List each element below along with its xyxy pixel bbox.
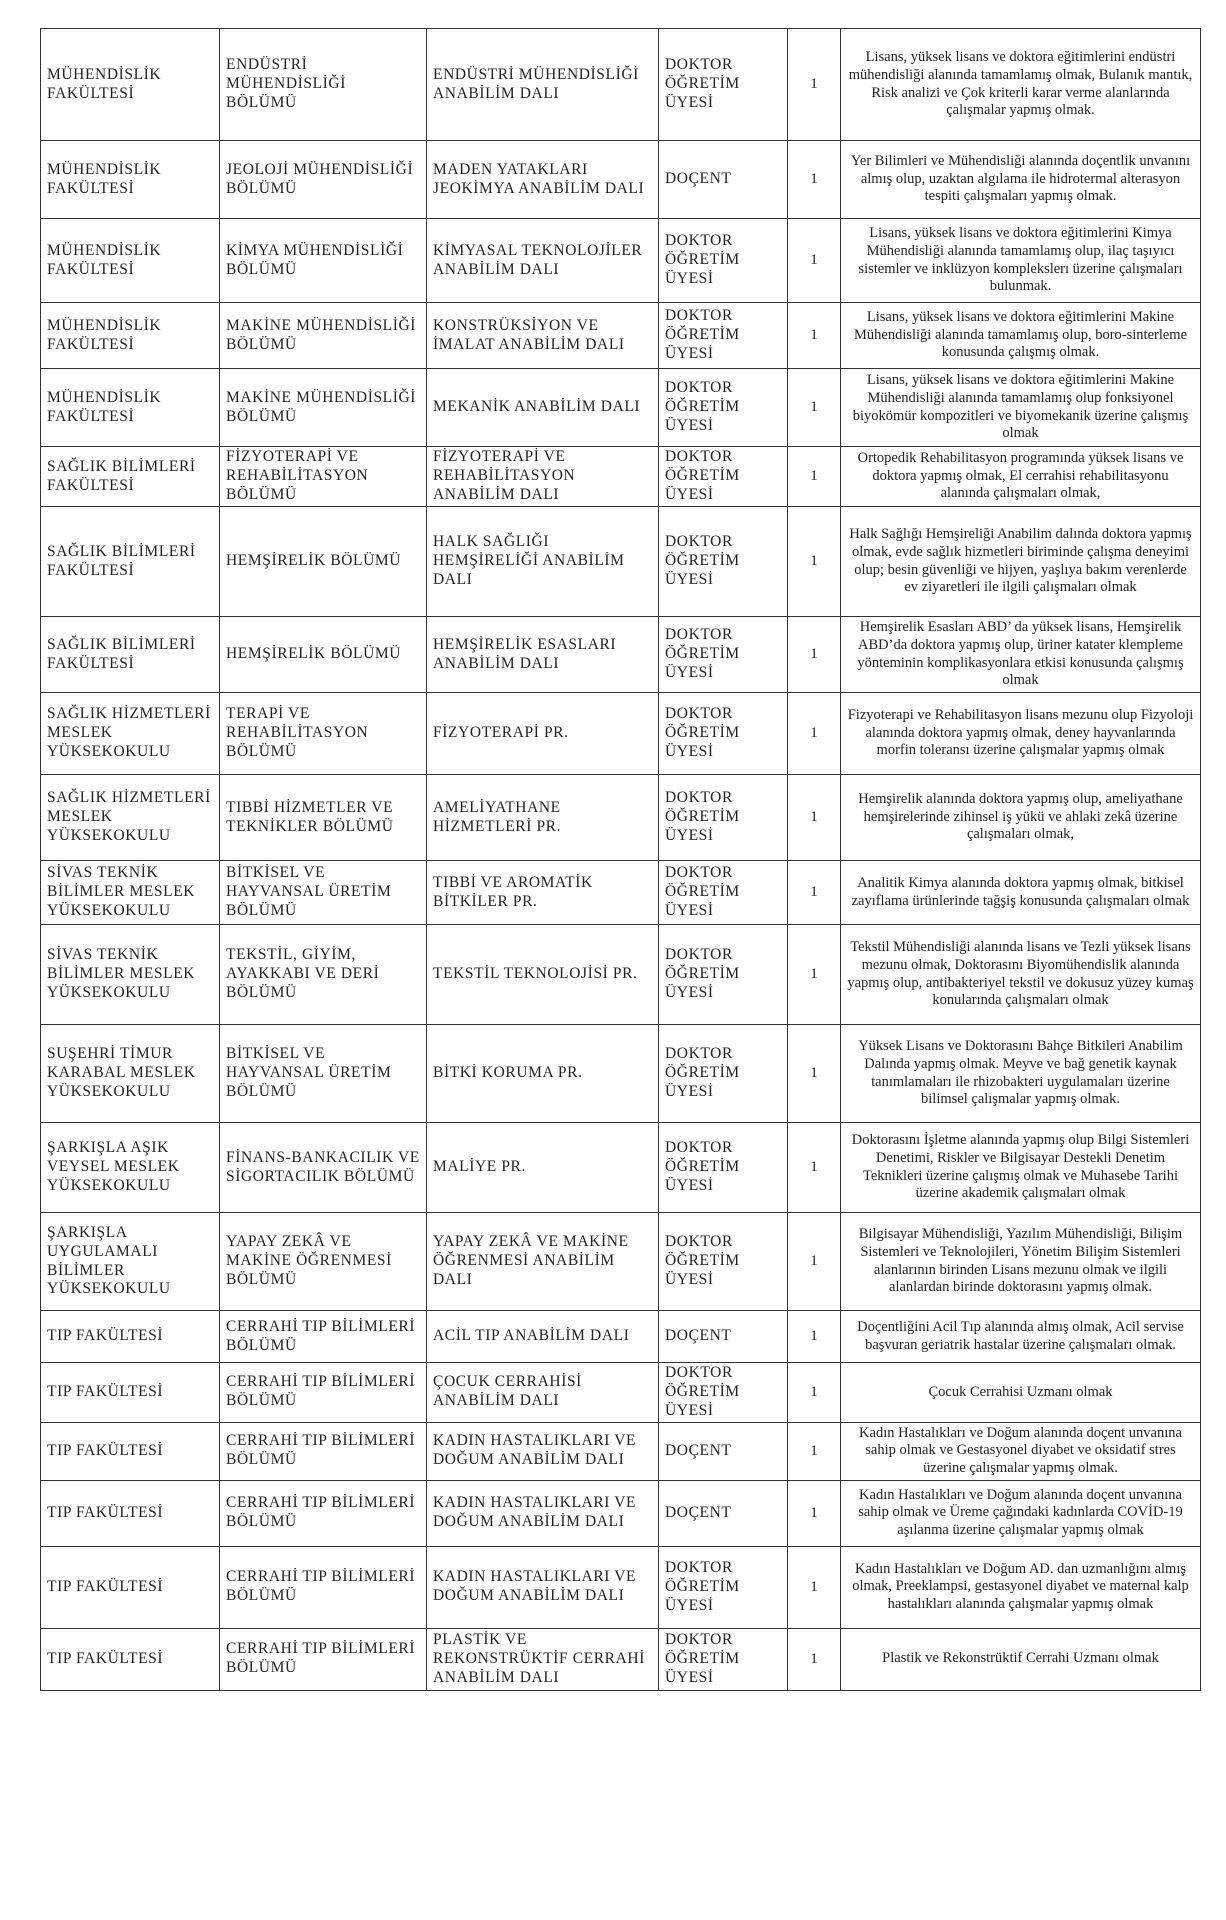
division-cell: KİMYASAL TEKNOLOJİLER ANABİLİM DALI	[427, 219, 659, 303]
division-cell: ÇOCUK CERRAHİSİ ANABİLİM DALI	[427, 1363, 659, 1423]
department-cell: TIBBİ HİZMETLER VE TEKNİKLER BÖLÜMÜ	[220, 775, 427, 861]
department-cell: CERRAHİ TIP BİLİMLERİ BÖLÜMÜ	[220, 1480, 427, 1546]
department-cell: CERRAHİ TIP BİLİMLERİ BÖLÜMÜ	[220, 1363, 427, 1423]
count-cell: 1	[788, 775, 841, 861]
title-cell: DOÇENT	[659, 1311, 788, 1363]
department-cell: CERRAHİ TIP BİLİMLERİ BÖLÜMÜ	[220, 1546, 427, 1628]
title-cell: DOKTOR ÖĞRETİM ÜYESİ	[659, 1628, 788, 1690]
faculty-cell: MÜHENDİSLİK FAKÜLTESİ	[41, 29, 220, 141]
count-cell: 1	[788, 925, 841, 1025]
title-cell: DOKTOR ÖĞRETİM ÜYESİ	[659, 925, 788, 1025]
department-cell: YAPAY ZEKÂ VE MAKİNE ÖĞRENMESİ BÖLÜMÜ	[220, 1213, 427, 1311]
requirement-cell: Fizyoterapi ve Rehabilitasyon lisans mezunu olup Fizyoloji alanında doktora yapmış olmak, deney hayvanlarında morfin toleransı üzerine çalışmalar yapmış olmak	[841, 693, 1201, 775]
requirement-cell: Doktorasını İşletme alanında yapmış olup Bilgi Sistemleri Denetimi, Riskler ve Bilgisayar Destekli Denetim Teknikleri üzerine çalışmış olmak ve Muhasebe Tarihi üzerine akademik çalışmaları olmak	[841, 1123, 1201, 1213]
department-cell: HEMŞİRELİK BÖLÜMÜ	[220, 507, 427, 617]
title-cell: DOKTOR ÖĞRETİM ÜYESİ	[659, 1025, 788, 1123]
division-cell: KONSTRÜKSİYON VE İMALAT ANABİLİM DALI	[427, 303, 659, 369]
faculty-cell: TIP FAKÜLTESİ	[41, 1546, 220, 1628]
count-cell: 1	[788, 1311, 841, 1363]
table-row	[41, 1480, 1201, 1546]
division-cell: HEMŞİRELİK ESASLARI ANABİLİM DALI	[427, 617, 659, 693]
table-row	[41, 1025, 1201, 1123]
table-row	[41, 219, 1201, 303]
requirement-cell: Kadın Hastalıkları ve Doğum alanında doçent unvanına sahip olmak ve Gestasyonel diyabet ve oksidatif stres üzerine çalışmalar yapmış olmak.	[841, 1422, 1201, 1480]
department-cell: BİTKİSEL VE HAYVANSAL ÜRETİM BÖLÜMÜ	[220, 861, 427, 925]
division-cell: ACİL TIP ANABİLİM DALI	[427, 1311, 659, 1363]
title-cell: DOKTOR ÖĞRETİM ÜYESİ	[659, 1213, 788, 1311]
title-cell: DOKTOR ÖĞRETİM ÜYESİ	[659, 1546, 788, 1628]
table-row	[41, 29, 1201, 141]
title-cell: DOKTOR ÖĞRETİM ÜYESİ	[659, 303, 788, 369]
division-cell: FİZYOTERAPİ PR.	[427, 693, 659, 775]
division-cell: AMELİYATHANE HİZMETLERİ PR.	[427, 775, 659, 861]
department-cell: KİMYA MÜHENDİSLİĞİ BÖLÜMÜ	[220, 219, 427, 303]
faculty-cell: ŞARKIŞLA UYGULAMALI BİLİMLER YÜKSEKOKULU	[41, 1213, 220, 1311]
department-cell: HEMŞİRELİK BÖLÜMÜ	[220, 617, 427, 693]
title-cell: DOÇENT	[659, 141, 788, 219]
requirement-cell: Lisans, yüksek lisans ve doktora eğitimlerini Makine Mühendisliği alanında tamamlamış olup, boro-sinterleme konusunda çalışmış olmak.	[841, 303, 1201, 369]
count-cell: 1	[788, 1546, 841, 1628]
table-row	[41, 447, 1201, 507]
count-cell: 1	[788, 1213, 841, 1311]
faculty-cell: MÜHENDİSLİK FAKÜLTESİ	[41, 219, 220, 303]
department-cell: TERAPİ VE REHABİLİTASYON BÖLÜMÜ	[220, 693, 427, 775]
positions-table	[40, 28, 1201, 1691]
requirement-cell: Bilgisayar Mühendisliği, Yazılım Mühendisliği, Bilişim Sistemleri ve Teknolojileri, Yönetim Bilişim Sistemleri alanlarının birinden Lisans mezunu olmak ve ilgili alanlardan birinde doktorasını yapmış olmak.	[841, 1213, 1201, 1311]
faculty-cell: SAĞLIK HİZMETLERİ MESLEK YÜKSEKOKULU	[41, 775, 220, 861]
faculty-cell: SAĞLIK BİLİMLERİ FAKÜLTESİ	[41, 507, 220, 617]
title-cell: DOKTOR ÖĞRETİM ÜYESİ	[659, 369, 788, 447]
department-cell: FİNANS-BANKACILIK VE SİGORTACILIK BÖLÜMÜ	[220, 1123, 427, 1213]
requirement-cell: Çocuk Cerrahisi Uzmanı olmak	[841, 1363, 1201, 1423]
title-cell: DOKTOR ÖĞRETİM ÜYESİ	[659, 507, 788, 617]
requirement-cell: Hemşirelik Esasları ABD’ da yüksek lisans, Hemşirelik ABD’da doktora yapmış olup, üriner katater klempleme yönteminin komplikasyonlara etkisi konusunda çalışmış olmak	[841, 617, 1201, 693]
division-cell: BİTKİ KORUMA PR.	[427, 1025, 659, 1123]
requirement-cell: Analitik Kimya alanında doktora yapmış olmak, bitkisel zayıflama ürünlerinde tağşiş konusunda çalışmaları olmak	[841, 861, 1201, 925]
title-cell: DOKTOR ÖĞRETİM ÜYESİ	[659, 219, 788, 303]
title-cell: DOÇENT	[659, 1480, 788, 1546]
faculty-cell: SİVAS TEKNİK BİLİMLER MESLEK YÜKSEKOKULU	[41, 861, 220, 925]
requirement-cell: Plastik ve Rekonstrüktif Cerrahi Uzmanı olmak	[841, 1628, 1201, 1690]
department-cell: CERRAHİ TIP BİLİMLERİ BÖLÜMÜ	[220, 1311, 427, 1363]
faculty-cell: MÜHENDİSLİK FAKÜLTESİ	[41, 303, 220, 369]
requirement-cell: Doçentliğini Acil Tıp alanında almış olmak, Acil servise başvuran geriatrik hastalar üzerine çalışmaları olmak.	[841, 1311, 1201, 1363]
requirement-cell: Kadın Hastalıkları ve Doğum AD. dan uzmanlığını almış olmak, Preeklampsi, gestasyonel diyabet ve maternal kalp hastalıkları alanında çalışmalar yapmış olmak	[841, 1546, 1201, 1628]
division-cell: HALK SAĞLIĞI HEMŞİRELİĞİ ANABİLİM DALI	[427, 507, 659, 617]
faculty-cell: SUŞEHRİ TİMUR KARABAL MESLEK YÜKSEKOKULU	[41, 1025, 220, 1123]
table-row	[41, 617, 1201, 693]
table-row	[41, 1311, 1201, 1363]
department-cell: CERRAHİ TIP BİLİMLERİ BÖLÜMÜ	[220, 1628, 427, 1690]
division-cell: ENDÜSTRİ MÜHENDİSLİĞİ ANABİLİM DALI	[427, 29, 659, 141]
table-row	[41, 1546, 1201, 1628]
requirement-cell: Lisans, yüksek lisans ve doktora eğitimlerini endüstri mühendisliği alanında tamamlamış olmak, Bulanık mantık, Risk analizi ve Çok kriterli karar verme alanlarında çalışmalar yapmış olmak.	[841, 29, 1201, 141]
requirement-cell: Lisans, yüksek lisans ve doktora eğitimlerini Makine Mühendisliği alanında tamamlamış olup fonksiyonel biyokömür kompozitleri ve biyomekanik üzerine çalışmış olmak	[841, 369, 1201, 447]
department-cell: MAKİNE MÜHENDİSLİĞİ BÖLÜMÜ	[220, 369, 427, 447]
division-cell: PLASTİK VE REKONSTRÜKTİF CERRAHİ ANABİLİM DALI	[427, 1628, 659, 1690]
title-cell: DOKTOR ÖĞRETİM ÜYESİ	[659, 775, 788, 861]
positions-table-body	[41, 29, 1201, 1691]
table-row	[41, 693, 1201, 775]
department-cell: BİTKİSEL VE HAYVANSAL ÜRETİM BÖLÜMÜ	[220, 1025, 427, 1123]
division-cell: MALİYE PR.	[427, 1123, 659, 1213]
requirement-cell: Yüksek Lisans ve Doktorasını Bahçe Bitkileri Anabilim Dalında yapmış olmak. Meyve ve bağ genetik kaynak tanımlamaları ile rhizobakteri uygulamaları üzerine bilimsel çalışmalar yapmış olmak.	[841, 1025, 1201, 1123]
faculty-cell: MÜHENDİSLİK FAKÜLTESİ	[41, 141, 220, 219]
count-cell: 1	[788, 1363, 841, 1423]
department-cell: FİZYOTERAPİ VE REHABİLİTASYON BÖLÜMÜ	[220, 447, 427, 507]
division-cell: KADIN HASTALIKLARI VE DOĞUM ANABİLİM DALI	[427, 1422, 659, 1480]
requirement-cell: Halk Sağlığı Hemşireliği Anabilim dalında doktora yapmış olmak, evde sağlık hizmetleri biriminde çalışma deneyimi olup; besin güvenliği ve hijyen, yaşlıya bakım verenlerde ev ziyaretleri ile ilgili çalışmaları olmak	[841, 507, 1201, 617]
table-row	[41, 507, 1201, 617]
title-cell: DOKTOR ÖĞRETİM ÜYESİ	[659, 447, 788, 507]
division-cell: KADIN HASTALIKLARI VE DOĞUM ANABİLİM DALI	[427, 1546, 659, 1628]
count-cell: 1	[788, 693, 841, 775]
faculty-cell: SAĞLIK BİLİMLERİ FAKÜLTESİ	[41, 447, 220, 507]
faculty-cell: TIP FAKÜLTESİ	[41, 1311, 220, 1363]
faculty-cell: TIP FAKÜLTESİ	[41, 1363, 220, 1423]
title-cell: DOKTOR ÖĞRETİM ÜYESİ	[659, 1363, 788, 1423]
count-cell: 1	[788, 1025, 841, 1123]
table-row	[41, 1213, 1201, 1311]
count-cell: 1	[788, 1422, 841, 1480]
requirement-cell: Hemşirelik alanında doktora yapmış olup, ameliyathane hemşirelerinde zihinsel iş yükü ve ahlaki zekâ üzerine çalışmaları olmak,	[841, 775, 1201, 861]
faculty-cell: MÜHENDİSLİK FAKÜLTESİ	[41, 369, 220, 447]
department-cell: TEKSTİL, GİYİM, AYAKKABI VE DERİ BÖLÜMÜ	[220, 925, 427, 1025]
table-row	[41, 303, 1201, 369]
requirement-cell: Lisans, yüksek lisans ve doktora eğitimlerini Kimya Mühendisliği alanında tamamlamış olup, ilaç taşıyıcı sistemler ve inklüzyon komplekslerı üzerine çalışmaları bulunmak.	[841, 219, 1201, 303]
count-cell: 1	[788, 617, 841, 693]
table-row	[41, 925, 1201, 1025]
count-cell: 1	[788, 141, 841, 219]
division-cell: TEKSTİL TEKNOLOJİSİ PR.	[427, 925, 659, 1025]
table-row	[41, 775, 1201, 861]
requirement-cell: Tekstil Mühendisliği alanında lisans ve Tezli yüksek lisans mezunu olmak, Doktorasını Biyomühendislik alanında yapmış olup, antibakteriyel tekstil ve dokusuz yüzey kumaş konularında çalışmaları olmak	[841, 925, 1201, 1025]
division-cell: YAPAY ZEKÂ VE MAKİNE ÖĞRENMESİ ANABİLİM DALI	[427, 1213, 659, 1311]
table-row	[41, 369, 1201, 447]
table-row	[41, 1628, 1201, 1690]
title-cell: DOKTOR ÖĞRETİM ÜYESİ	[659, 693, 788, 775]
table-row	[41, 861, 1201, 925]
faculty-cell: TIP FAKÜLTESİ	[41, 1628, 220, 1690]
faculty-cell: TIP FAKÜLTESİ	[41, 1480, 220, 1546]
title-cell: DOKTOR ÖĞRETİM ÜYESİ	[659, 617, 788, 693]
table-row	[41, 1422, 1201, 1480]
table-row	[41, 1363, 1201, 1423]
division-cell: FİZYOTERAPİ VE REHABİLİTASYON ANABİLİM DALI	[427, 447, 659, 507]
count-cell: 1	[788, 219, 841, 303]
faculty-cell: SAĞLIK HİZMETLERİ MESLEK YÜKSEKOKULU	[41, 693, 220, 775]
faculty-cell: ŞARKIŞLA AŞIK VEYSEL MESLEK YÜKSEKOKULU	[41, 1123, 220, 1213]
title-cell: DOÇENT	[659, 1422, 788, 1480]
count-cell: 1	[788, 447, 841, 507]
department-cell: CERRAHİ TIP BİLİMLERİ BÖLÜMÜ	[220, 1422, 427, 1480]
count-cell: 1	[788, 29, 841, 141]
faculty-cell: TIP FAKÜLTESİ	[41, 1422, 220, 1480]
table-row	[41, 141, 1201, 219]
title-cell: DOKTOR ÖĞRETİM ÜYESİ	[659, 29, 788, 141]
title-cell: DOKTOR ÖĞRETİM ÜYESİ	[659, 1123, 788, 1213]
faculty-cell: SAĞLIK BİLİMLERİ FAKÜLTESİ	[41, 617, 220, 693]
requirement-cell: Kadın Hastalıkları ve Doğum alanında doçent unvanına sahip olmak ve Üreme çağındaki kadınlarda COVİD-19 aşılanma üzerine çalışmalar yapmış olmak	[841, 1480, 1201, 1546]
department-cell: MAKİNE MÜHENDİSLİĞİ BÖLÜMÜ	[220, 303, 427, 369]
title-cell: DOKTOR ÖĞRETİM ÜYESİ	[659, 861, 788, 925]
count-cell: 1	[788, 369, 841, 447]
count-cell: 1	[788, 1480, 841, 1546]
count-cell: 1	[788, 1123, 841, 1213]
requirement-cell: Ortopedik Rehabilitasyon programında yüksek lisans ve doktora yapmış olmak, El cerrahisi rehabilitasyonu alanında çalışmaları olmak,	[841, 447, 1201, 507]
count-cell: 1	[788, 303, 841, 369]
faculty-cell: SİVAS TEKNİK BİLİMLER MESLEK YÜKSEKOKULU	[41, 925, 220, 1025]
requirement-cell: Yer Bilimleri ve Mühendisliği alanında doçentlik unvanını almış olup, uzaktan algılama ile hidrotermal alterasyon tespiti çalışmaları yapmış olmak.	[841, 141, 1201, 219]
department-cell: JEOLOJİ MÜHENDİSLİĞİ BÖLÜMÜ	[220, 141, 427, 219]
department-cell: ENDÜSTRİ MÜHENDİSLİĞİ BÖLÜMÜ	[220, 29, 427, 141]
division-cell: MEKANİK ANABİLİM DALI	[427, 369, 659, 447]
count-cell: 1	[788, 507, 841, 617]
division-cell: MADEN YATAKLARI JEOKİMYA ANABİLİM DALI	[427, 141, 659, 219]
count-cell: 1	[788, 1628, 841, 1690]
table-row	[41, 1123, 1201, 1213]
division-cell: TIBBİ VE AROMATİK BİTKİLER PR.	[427, 861, 659, 925]
count-cell: 1	[788, 861, 841, 925]
division-cell: KADIN HASTALIKLARI VE DOĞUM ANABİLİM DALI	[427, 1480, 659, 1546]
